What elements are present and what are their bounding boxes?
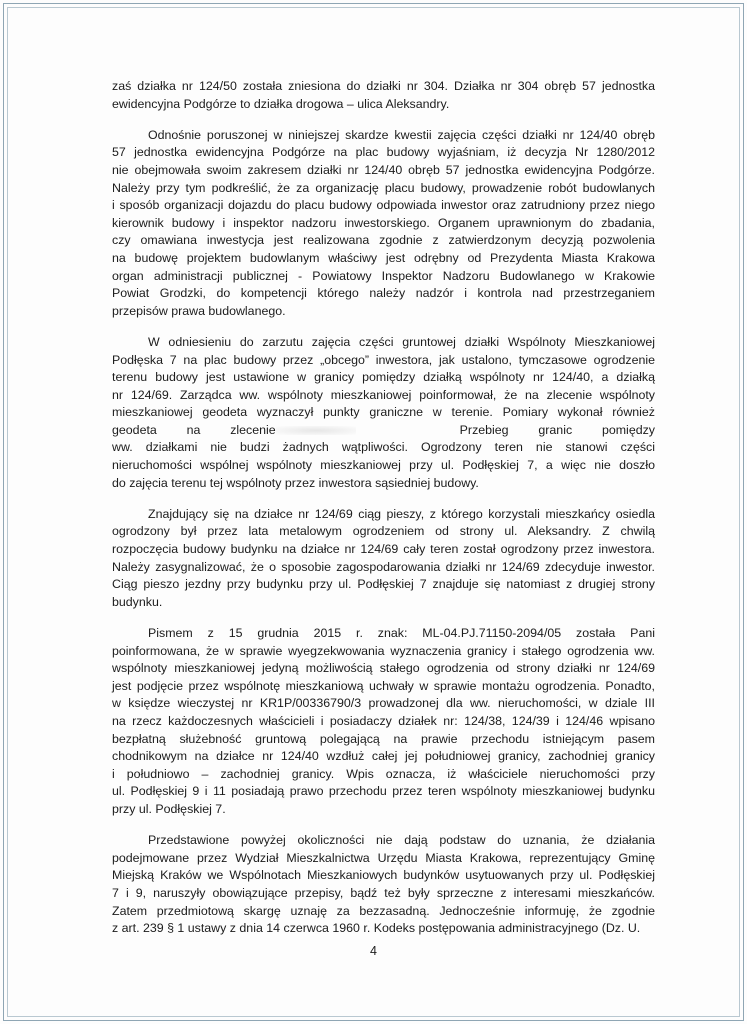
text-line: i sposób organizacji dojazdu do placu budowy odpowiada inwestor oraz zatrudniony przez niego: [112, 198, 655, 213]
text-line: Przedstawione powyżej okoliczności nie dają podstaw do uznania, że działania: [148, 833, 655, 848]
text-line: budynku.: [112, 594, 163, 609]
text-line: na rzecz każdoczesnych właścicieli i posiadaczy działek nr: 124/38, 124/39 i 124/46 wpisano: [112, 713, 655, 728]
text-line: rozpoczęcia budowy budynku na działce nr 124/69 cały teren został ogrodzony przez inwestora.: [112, 542, 655, 557]
page-number: 4: [370, 944, 377, 958]
text-line: nr 124/69. Zarządca ww. wspólnoty mieszkaniowej poinformował, że na zlecenie wspólnoty: [112, 387, 655, 402]
text-line: w księdze wieczystej nr KR1P/00336790/3 prowadzonej dla ww. nieruchomości, w dziale III: [112, 696, 655, 711]
text-line: Pismem z 15 grudnia 2015 r. znak: ML-04.PJ.71150-2094/05 została Pani: [148, 626, 655, 640]
text-line: Miejską Kraków we Wspólnotach Mieszkaniowych budynków usytuowanych przy ul. Podłęskiej: [112, 868, 655, 883]
text-line: ewidencyjna Podgórze to działka drogowa – ulica Aleksandry.: [112, 96, 450, 111]
text-line: Podłęska 7 na plac budowy przez „obcego” inwestora, jak ustalono, tymczasowe ogrodzenie: [112, 352, 655, 367]
text-line: nie obejmowała swoim zakresem działki nr 124/40 obręb 57 jednostka ewidencyjna Podgórze.: [112, 162, 655, 177]
text-line: mieszkaniowej geodeta wyznaczył punkty graniczne w terenie. Pomiary wykonał również: [112, 405, 655, 420]
text-line: Należy przy tym podkreślić, że za organizację placu budowy, prowadzenie robót budowlanych: [112, 180, 655, 195]
text-line: kierownik budowy i inspektor nadzoru inwestorskiego. Organem uprawnionym do zbadania,: [112, 215, 655, 230]
text-line: nieruchomości wspólnej wspólnoty mieszkaniowej przy ul. Podłęskiej 7, a więc nie doszło: [112, 458, 655, 473]
text-line: przy ul. Podłęskiej 7.: [112, 801, 226, 816]
text-line: Zatem przedmiotową skargę uznaję za bezzasadną. Jednocześnie informuję, że zgodnie: [112, 903, 655, 918]
text-line: z art. 239 § 1 ustawy z dnia 14 czerwca 1960 r. Kodeks postępowania administracyjnego (Dz. U.: [112, 921, 641, 936]
paragraph-1: [112, 78, 655, 113]
text-line: do zajęcia terenu tej wspólnoty przez inwestora sąsiedniej budowy.: [112, 475, 479, 490]
document-body: [112, 78, 655, 951]
text-line: czy omawiana inwestycja jest realizowana zgodnie z zatwierdzonym decyzją pozwolenia: [112, 233, 655, 248]
redacted-line: [112, 422, 655, 440]
paragraph-4: [112, 506, 655, 612]
redacted-line-right: Przebieg granic pomiędzy: [459, 422, 655, 437]
paragraph-6: [112, 832, 655, 938]
text-line: Powiat Grodzki, do kompetencji którego należy nadzór i kontrola nad przestrzeganiem: [112, 286, 655, 301]
text-line: na budowę projektem budowlanym właściwy jest odrębny od Prezydenta Miasta Krakowa: [112, 250, 655, 265]
paragraph-2: [112, 127, 655, 321]
text-line: W odniesieniu do zarzutu zajęcia części gruntowej działki Wspólnoty Mieszkaniowej: [148, 334, 655, 349]
redacted-line-left: geodeta na zlecenie: [112, 422, 276, 437]
text-line: ul. Podłęskiej 9 i 11 posiadają prawo przechodu przez teren wspólnoty mieszkaniowej budynku: [112, 784, 655, 799]
text-line: i południowo – zachodniej granicy. Wpis oznacza, iż właściciele nieruchomości przy: [112, 766, 655, 781]
text-line: 7 i 9, naruszyły obowiązujące przepisy, bądź też były sprzeczne z interesami mieszkańców.: [112, 885, 655, 900]
text-line: bezpłatną służebność gruntową polegającą na prawie przechodu istniejącym pasem: [112, 731, 655, 746]
text-line: chodnikowym na działce nr 124/40 wzdłuż całej jej południowej granicy, zachodniej granicy: [112, 749, 655, 764]
text-line: poinformowana, że w sprawie wyegzekwowania wyznaczenia granicy i stałego ogrodzenia ww.: [112, 643, 655, 658]
text-line: Ciąg pieszo jezdny przy budynku przy ul. Podłęskiej 7 znajduje się natomiast z drugiej strony: [112, 577, 655, 592]
text-line: organ administracji publicznej - Powiatowy Inspektor Nadzoru Budowlanego w Krakowie: [112, 268, 655, 283]
redaction-blur: [276, 426, 356, 435]
paragraph-5: [112, 625, 655, 819]
text-line: Znajdujący się na działce nr 124/69 ciąg pieszy, z którego korzystali mieszkańcy osiedla: [148, 506, 655, 521]
text-line: jest podjęcie przez wspólnotę mieszkaniową uchwały w sprawie montażu ogrodzenia. Ponadto,: [112, 678, 655, 693]
text-line: ww. działkami nie budzi żadnych wątpliwości. Ogrodzony teren nie stanowi części: [112, 440, 655, 455]
text-line: podejmowane przez Wydział Mieszkalnictwa Urzędu Miasta Krakowa, reprezentujący Gminę: [112, 850, 655, 865]
text-line: przepisów prawa budowlanego.: [112, 303, 286, 318]
text-line: ogrodzony był przez lata metalowym ogrodzeniem od strony ul. Aleksandry. Z chwilą: [112, 524, 655, 539]
text-line: 57 jednostka ewidencyjna Podgórze na plac budowy wyjaśniam, iż decyzja Nr 1280/2012: [112, 145, 655, 160]
text-line: Odnośnie poruszonej w niniejszej skardze kwestii zajęcia części działki nr 124/40 obręb: [148, 127, 655, 142]
text-line: wspólnoty mieszkaniowej jedyną możliwością stałego ogrodzenia od strony działki nr 124/69: [112, 661, 655, 676]
text-line: Należy zasygnalizować, że o sposobie zagospodarowania działki nr 124/69 zdecyduje inwestor.: [112, 559, 655, 574]
text-line: terenu budowy jest ustawione w granicy pomiędzy działką wspólnoty nr 124/40, a działką: [112, 370, 655, 385]
text-line: zaś działka nr 124/50 została zniesiona do działki nr 304. Działka nr 304 obręb 57 jednostka: [112, 79, 655, 93]
redaction-gap: [276, 422, 460, 440]
paragraph-3: [112, 334, 655, 492]
